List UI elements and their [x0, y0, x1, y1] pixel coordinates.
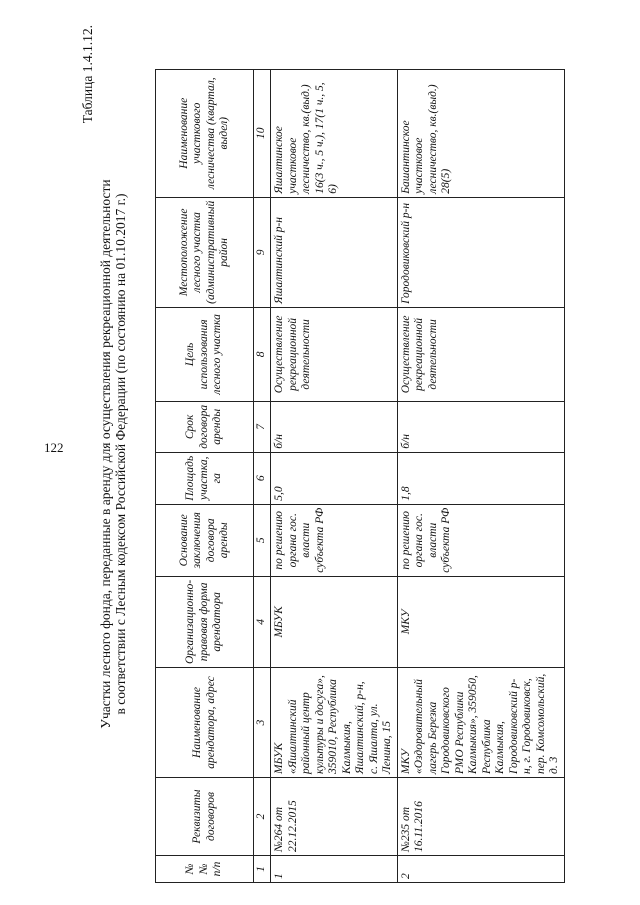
table-row — [397, 69, 564, 882]
column-number: 8 — [254, 307, 271, 401]
rotated-page — [80, 25, 560, 883]
purpose-cell: Осуществление рекреационной деятельности — [397, 307, 564, 401]
table-label: Таблица 1.4.1.12. — [80, 25, 95, 124]
location-cell: Городовиковский р-н — [397, 197, 564, 307]
area-cell: 5,0 — [271, 452, 398, 504]
column-number-row — [254, 69, 271, 882]
contract-cell: №235 от 16.11.2016 — [397, 778, 564, 856]
column-number: 10 — [254, 69, 271, 197]
header-cell: Организационно-правовая форма арендатора — [156, 576, 254, 667]
header-cell: Реквизиты договоров — [156, 778, 254, 856]
header-cell: Местоположение лесного участка (административный район — [156, 197, 254, 307]
header-cell: Срок договора аренды — [156, 401, 254, 452]
basis-cell: по решению органа гос. власти субъекта РФ — [397, 504, 564, 576]
column-number: 9 — [254, 197, 271, 307]
column-number: 5 — [254, 504, 271, 576]
area-cell: 1,8 — [397, 452, 564, 504]
legal-form-cell: МБУК — [271, 576, 398, 667]
forestry-cell: Яшалтинское участковое лесничество, кв.(выд.) 16(3 ч., 5 ч.), 17(1 ч., 5, 6) — [271, 69, 398, 197]
title-line: в соответствии с Лесным кодексом Российской Федерации (по состоянию на 01.10.2017 г.) — [113, 193, 128, 715]
lease-table — [155, 69, 565, 883]
header-cell: Наименование участкового лесничества (квартал, выдел) — [156, 69, 254, 197]
basis-cell: по решению органа гос. власти субъекта РФ — [271, 504, 398, 576]
location-cell: Яшалтинский р-н — [271, 197, 398, 307]
header-cell: Цель использования лесного участка — [156, 307, 254, 401]
column-number: 7 — [254, 401, 271, 452]
term-cell: б/н — [397, 401, 564, 452]
tenant-cell: МБУК «Яшалтинский районный центр культуры и досуга», 359010, Республика Калмыкия, Яшалтинский, р-н, с. Яшалта, ул. Ленина, 15 — [271, 668, 398, 778]
column-number: 2 — [254, 778, 271, 856]
term-cell: б/н — [271, 401, 398, 452]
page-number: 122 — [44, 440, 64, 455]
column-number: 1 — [254, 856, 271, 883]
row-number: 1 — [271, 856, 398, 883]
column-number: 6 — [254, 452, 271, 504]
purpose-cell: Осуществление рекреационной деятельности — [271, 307, 398, 401]
header-row — [156, 69, 254, 882]
column-number: 3 — [254, 668, 271, 778]
tenant-cell: МКУ «Оздоровительный лагерь Березка Городовиковского РМО Республики Калмыкия», 359050, Республика Калмыкия, Городовиковский р-н, г. Городовиковск, пер. Комсомольский, д. 3 — [397, 668, 564, 778]
row-number: 2 — [397, 856, 564, 883]
title-line: Участки лесного фонда, переданные в аренду для осуществления рекреационной деятельности — [98, 179, 113, 729]
header-cell: Основание заключения договора аренды — [156, 504, 254, 576]
legal-form-cell: МКУ — [397, 576, 564, 667]
column-number: 4 — [254, 576, 271, 667]
header-cell: №№ п/п — [156, 856, 254, 883]
contract-cell: №264 от 22.12.2015 — [271, 778, 398, 856]
header-cell: Площадь участка, га — [156, 452, 254, 504]
header-cell: Наименование арендатора, адрес — [156, 668, 254, 778]
forestry-cell: Башантинское участковое лесничество, кв.(выд.) 28(5) — [397, 69, 564, 197]
table-title — [98, 25, 128, 883]
table-row — [271, 69, 398, 882]
